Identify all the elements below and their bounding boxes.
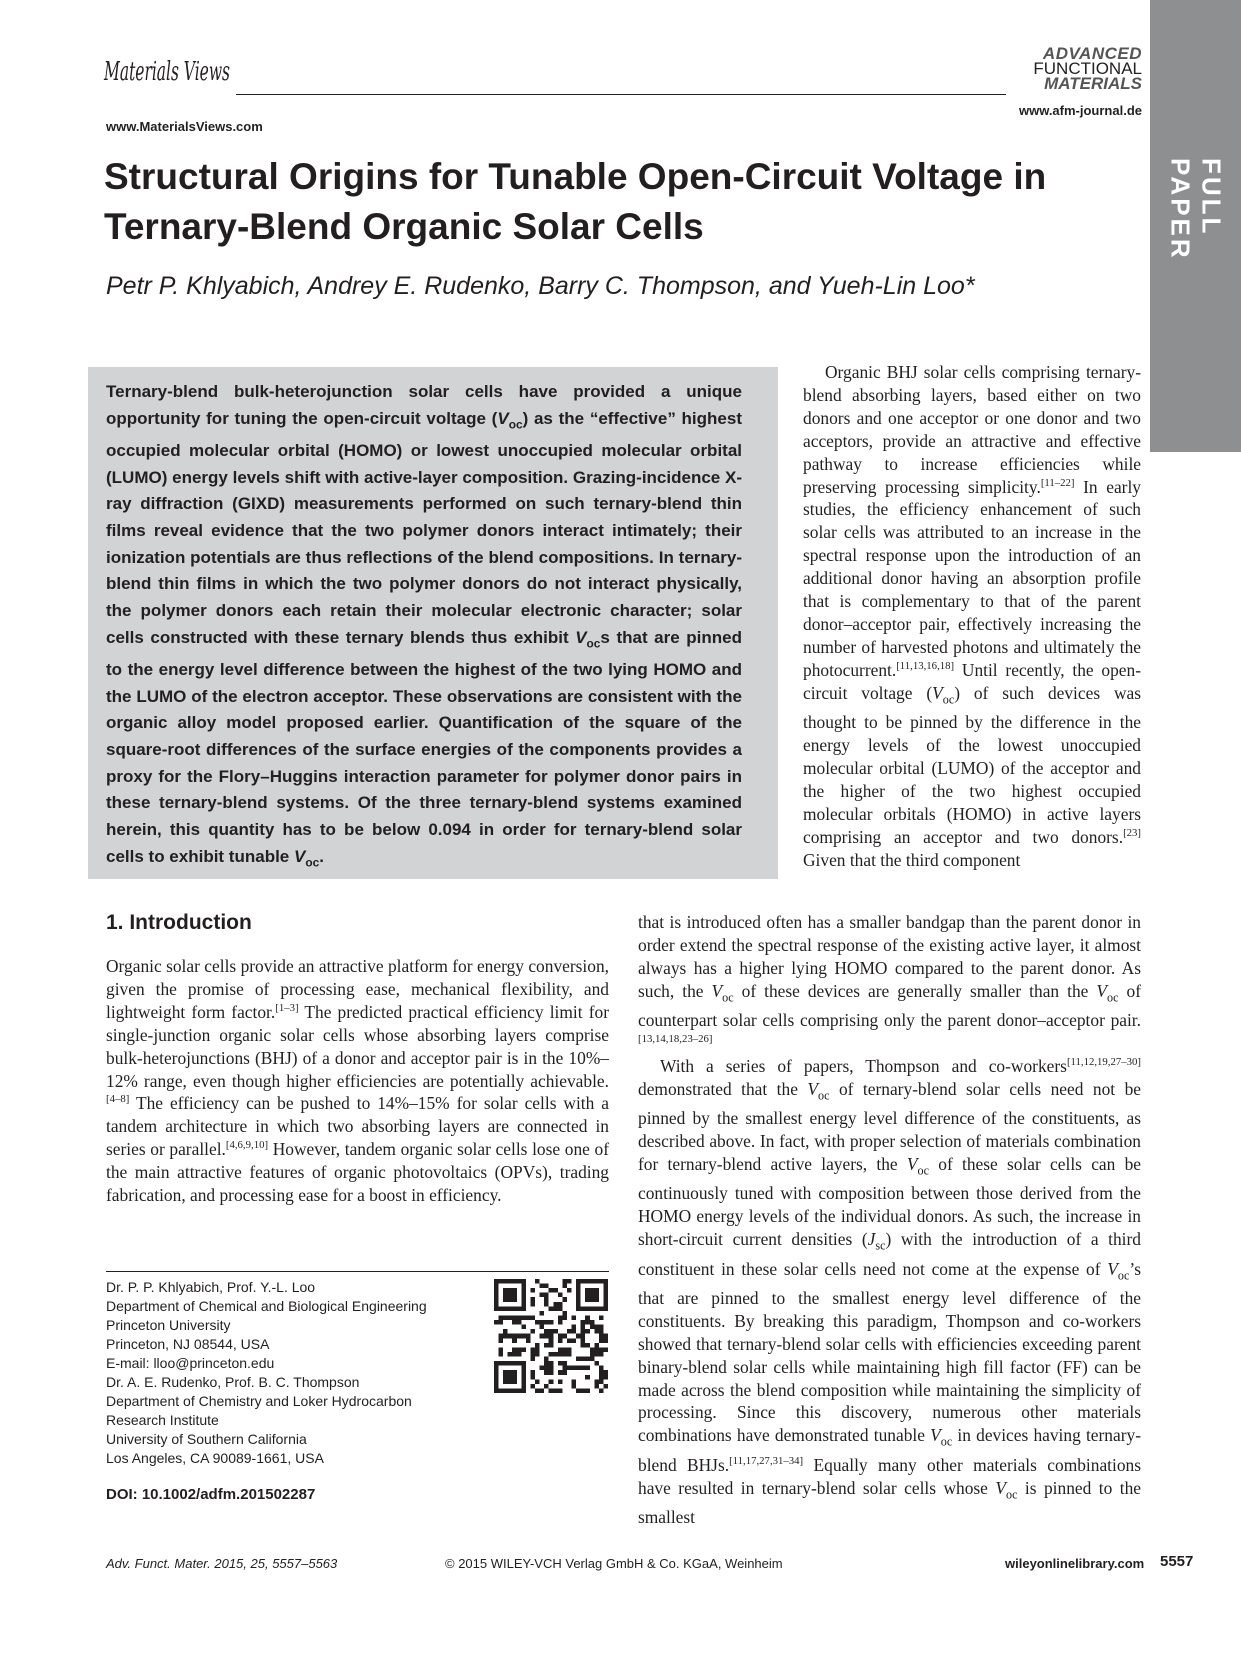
footer-site[interactable]: wileyonlinelibrary.com	[1005, 1556, 1145, 1571]
abstract-text: Ternary-blend bulk-heterojunction solar cells have provided a unique opportunity for tuning the open-circuit voltage $(V_{oc})$ as the “effective” highest occupied molecular orbital (HOMO) or lowest unoccupied molecular orbital (LUMO) energy levels shift with active-layer composition. Grazing-incidence X-ray diffraction (GIXD) measurements performed on such ternary-blend thin films reveal evidence that the two polymer donors interact intimately; their ionization potentials are thus reflections of the blend compositions. In ternary-blend thin films in which the two polymer donors do not interact physically, the polymer donors each retain their molecular electronic character; solar cells constructed with these ternary blends thus exhibit $V_{oc}s$ that are pinned to the energy level difference between the highest of the two lying HOMO and the LUMO of the electron acceptor. These observations are consistent with the organic alloy model proposed earlier. Quantification of the square of the square-root differences of the surface energies of the components provides a proxy for the Flory–Huggins interaction parameter for polymer donor pairs in these ternary-blend systems. Of the three ternary-blend systems examined herein, this quantity has to be below 0.094 in order for ternary-blend solar cells to exhibit tunable $V_{oc}$.	[106, 382, 742, 870]
doi[interactable]: DOI: 10.1002/adfm.201502287	[106, 1486, 316, 1503]
materials-views-url[interactable]: www.MaterialsViews.com	[106, 119, 263, 134]
article-authors: Petr P. Khlyabich, Andrey E. Rudenko, Barry C. Thompson, and Yueh-Lin Loo*	[106, 272, 975, 300]
qr-code-icon[interactable]	[494, 1279, 608, 1393]
header-rule	[236, 94, 1006, 95]
afm-logo-line-2: FUNCTIONAL	[1033, 59, 1142, 78]
article-title: Structural Origins for Tunable Open-Circuit Voltage in Ternary-Blend Organic Solar Cells	[104, 156, 1047, 247]
affiliation-email[interactable]: E-mail: lloo@princeton.edu	[106, 1355, 275, 1371]
affiliation-line: Princeton, NJ 08544, USA	[106, 1336, 270, 1352]
affiliation-line: Dr. P. P. Khlyabich, Prof. Y.-L. Loo	[106, 1279, 316, 1295]
affiliation-rule	[106, 1271, 609, 1272]
affiliations	[106, 1278, 486, 1468]
side-tab-label: FULL PAPER	[1165, 158, 1227, 261]
afm-logo	[1000, 46, 1142, 91]
affiliation-line: Research Institute	[106, 1412, 219, 1428]
intro-heading: 1. Introduction	[106, 911, 252, 934]
footer-journal-citation: Adv. Funct. Mater. 2015, 25, 5557–5563	[106, 1556, 338, 1571]
afm-logo-line-1: ADVANCED	[1042, 44, 1142, 63]
afm-logo-line-3: MATERIALS	[1044, 74, 1142, 93]
intro-right-column-top: Organic BHJ solar cells comprising ternary-blend absorbing layers, based either on two donors and one acceptor or one donor and two acceptors, provide an attractive and effective pathway to increase efficiencies while preserving processing simplicity.[11–22] In early studies, the efficiency enhancement of such solar cells was attributed to an increase in the spectral response upon the introduction of an additional donor having an absorption profile that is complementary to that of the parent donor–acceptor pair, effectively increasing the number of harvested photons and ultimately the photocurrent.[11,13,16,18] Until recently, the open-circuit voltage $(V_{oc})$ of such devices was thought to be pinned by the difference in the energy levels of the lowest unoccupied molecular orbital (LUMO) of the acceptor and the higher of the two highest occupied molecular orbitals (HOMO) in active layers comprising an acceptor and two donors.[23] Given that the third component	[803, 362, 1141, 870]
affiliation-line: University of Southern California	[106, 1431, 307, 1447]
materials-views-logo-text: Materials Views	[103, 57, 230, 87]
footer-copyright: © 2015 WILEY-VCH Verlag GmbH & Co. KGaA, Weinheim	[445, 1556, 783, 1571]
materials-views-logo	[104, 52, 234, 116]
afm-journal-url[interactable]: www.afm-journal.de	[1018, 103, 1142, 118]
affiliation-line: Dr. A. E. Rudenko, Prof. B. C. Thompson	[106, 1374, 360, 1390]
affiliation-line: Department of Chemistry and Loker Hydrocarbon	[106, 1393, 412, 1409]
affiliation-line: Los Angeles, CA 90089-1661, USA	[106, 1450, 324, 1466]
footer-page-number: 5557	[1160, 1553, 1194, 1570]
affiliation-line: Department of Chemical and Biological Engineering	[106, 1298, 427, 1314]
affiliation-line: Princeton University	[106, 1317, 231, 1333]
intro-left-column: Organic solar cells provide an attractive platform for energy conversion, given the promise of processing ease, mechanical flexibility, and lightweight form factor.[1–3] The predicted practical efficiency limit for single-junction organic solar cells whose absorbing layers comprise bulk-heterojunctions (BHJ) of a donor and acceptor pair is in the 10%–12% range, even though higher efficiencies are potentially achievable.[4–8] The efficiency can be pushed to 14%–15% for solar cells with a tandem architecture in which two absorbing layers are connected in series or parallel.[4,6,9,10] However, tandem organic solar cells lose one of the main attractive features of organic photovoltaics (OPVs), trading fabrication, and processing ease for a boost in efficiency.	[106, 956, 609, 1206]
intro-right-column-main: that is introduced often has a smaller bandgap than the parent donor in order extend the spectral response of the existing active layer, it almost always has a higher lying HOMO compared to the parent donor. As such, the $V_{oc}$ of these devices are generally smaller than the $V_{oc}$ of counterpart solar cells comprising only the parent donor–acceptor pair.[13,14,18,23–26] With a series of papers, Thompson and co-workers[11,12,19,27–30] demonstrated that the $V_{oc}$ of ternary-blend solar cells need not be pinned by the smallest energy level difference of the constituents, as described above. In fact, with proper selection of materials combination for ternary-blend active layers, the $V_{oc}$ of these solar cells can be continuously tuned with composition between those derived from the HOMO energy levels of the individual donors. As such, the increase in short-circuit current densities $(J_{sc})$ with the introduction of a third constituent in these solar cells need not come at the expense of $V_{oc}’s$ that are pinned to the smallest energy level difference of the constituents. By breaking this paradigm, Thompson and co-workers showed that ternary-blend solar cells with efficiencies exceeding parent binary-blend solar cells while maintaining high fill factor (FF) can be made across the blend composition while maintaining the simplicity of processing. Since this discovery, numerous other materials combinations have demonstrated tunable $V_{oc}$ in devices having ternary-blend BHJs.[11,17,27,31–34] Equally many other materials combinations have resulted in ternary-blend solar cells whose $V_{oc}$ is pinned to the smallest	[638, 912, 1142, 1528]
